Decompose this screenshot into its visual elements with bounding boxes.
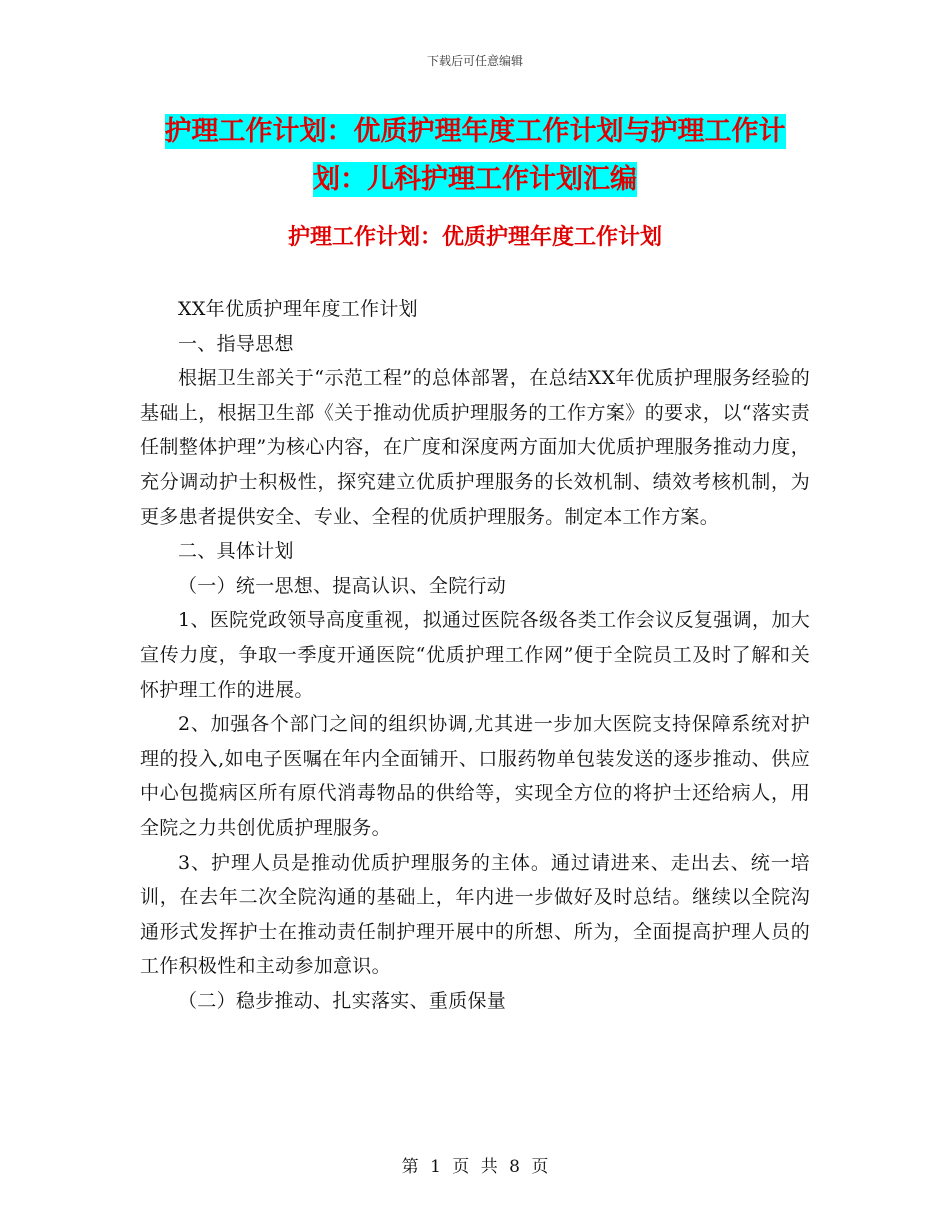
- paragraph-subheading-2: （二）稳步推动、扎实落实、重质保量: [178, 989, 507, 1012]
- paragraph-heading-guiding: 一、指导思想: [178, 332, 294, 355]
- paragraph-heading-plan: 二、具体计划: [178, 540, 294, 563]
- paragraph-guiding-text: 根据卫生部关于“示范工程”的总体部署，在总结XX年优质护理服务经验的基础上，根据卫生部《关于推动优质护理服务的工作方案》的要求，以“落实责任制整体护理”为核心内容，在广度和深度两方面加大优质护理服务推动力度，充分调动护士积极性，探究建立优质护理服务的长效机制、绩效考核机制，为更多患者提供安全、专业、全程的优质护理服务。制定本工作方案。: [140, 367, 810, 528]
- paragraph-subheading-1: （一）统一思想、提高认识、全院行动: [178, 574, 507, 597]
- document-title: [140, 108, 810, 204]
- paragraph-item-3: 3、护理人员是推动优质护理服务的主体。通过请进来、走出去、统一培训，在去年二次全院沟通的基础上，年内进一步做好及时总结。继续以全院沟通形式发挥护士在推动责任制护理开展中的所想、所为，全面提高护理人员的工作积极性和主动参加意识。: [140, 851, 810, 978]
- paragraph-plan-title: XX年优质护理年度工作计划: [178, 298, 418, 320]
- title-line-1: 护理工作计划：优质护理年度工作计划与护理工作计: [164, 116, 786, 147]
- page-footer: 第 1 页 共 8 页: [401, 1157, 549, 1177]
- document-body: [140, 292, 810, 1018]
- title-line-2: 划：儿科护理工作计划汇编: [313, 164, 637, 195]
- section-title: 护理工作计划：优质护理年度工作计划: [287, 224, 662, 250]
- paragraph-item-2: 2、加强各个部门之间的组织协调,尤其进一步加大医院支持保障系统对护理的投入,如电子医嘱在年内全面铺开、口服药物单包装发送的逐步推动、供应中心包揽病区所有原代消毒物品的供给等，实现全方位的将护士还给病人，用全院之力共创优质护理服务。: [140, 713, 810, 839]
- paragraph-item-1: 1、医院党政领导高度重视，拟通过医院各级各类工作会议反复强调，加大宣传力度，争取一季度开通医院“优质护理工作网”便于全院员工及时了解和关怀护理工作的进展。: [140, 609, 810, 701]
- header-note: 下载后可任意编辑: [426, 54, 523, 68]
